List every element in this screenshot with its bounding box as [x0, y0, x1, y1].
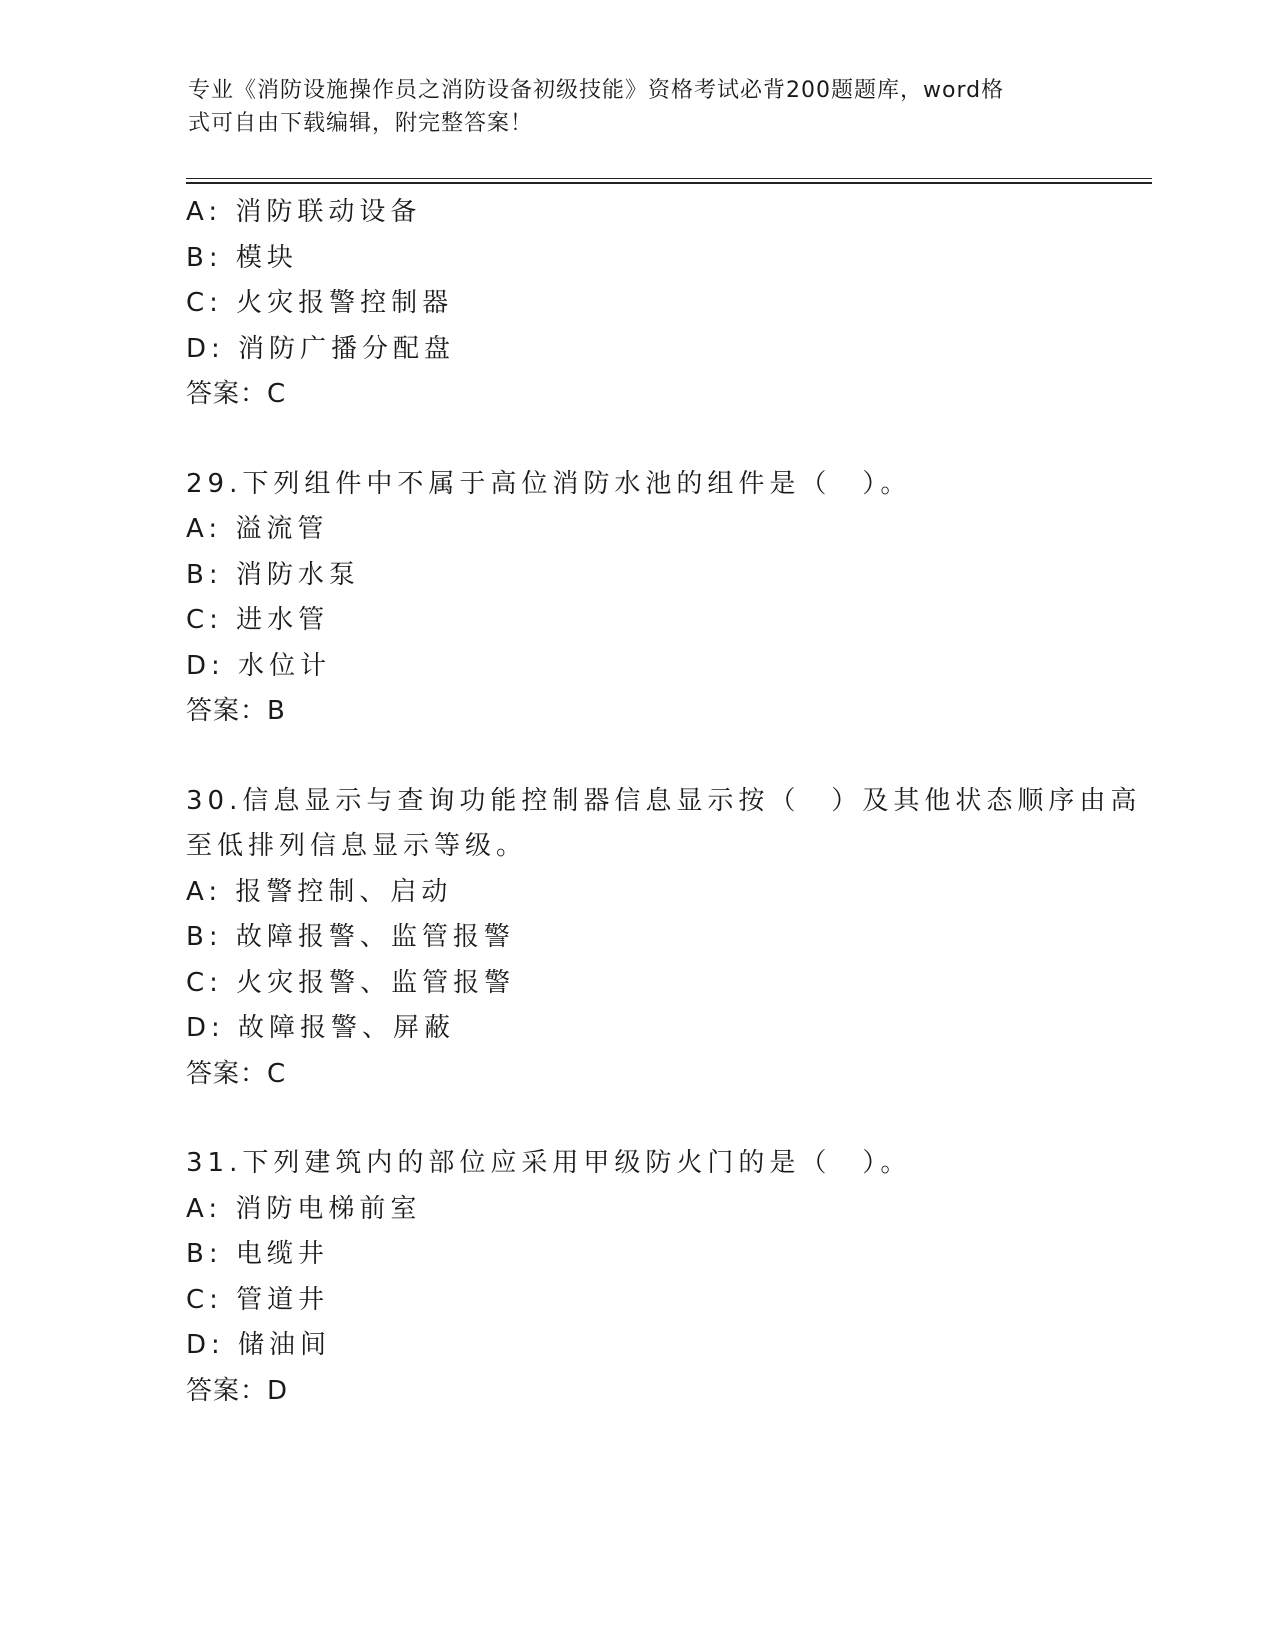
option-a: A: 报警控制、启动 — [186, 876, 453, 907]
option-a: A: 消防电梯前室 — [186, 1193, 422, 1224]
option-b: B: 模块 — [186, 242, 298, 273]
answer: 答案：C — [186, 379, 287, 409]
option-b: B: 故障报警、监管报警 — [186, 922, 515, 952]
answer: 答案：D — [186, 1375, 289, 1406]
header-divider-thin — [186, 178, 1152, 179]
option-a: A: 溢流管 — [186, 514, 329, 544]
question-stem-continued: 至低排列信息显示等级。 — [186, 831, 528, 861]
header-line-1: 专业《消防设施操作员之消防设备初级技能》资格考试必背200题题库，word格 — [188, 78, 1005, 103]
option-d: D: 故障报警、屏蔽 — [186, 1013, 456, 1043]
question-29 — [186, 462, 1086, 735]
option-d: D: 消防广播分配盘 — [186, 333, 456, 364]
question-list — [186, 190, 1142, 1414]
question-stem: 31.下列建筑内的部位应采用甲级防火门的是（ ）。 — [186, 1148, 912, 1178]
option-c: C: 进水管 — [186, 605, 330, 635]
question-stem: 30.信息显示与查询功能控制器信息显示按（ ）及其他状态顺序由高 — [186, 785, 1142, 816]
document-header — [188, 74, 1068, 140]
question-30 — [186, 779, 1142, 1098]
option-b: B: 电缆井 — [186, 1239, 329, 1269]
answer: 答案：B — [186, 696, 286, 726]
option-b: B: 消防水泵 — [186, 559, 360, 590]
answer: 答案：C — [186, 1058, 287, 1089]
header-line-2: 式可自由下载编辑，附完整答案！ — [188, 111, 534, 136]
question-stem: 29.下列组件中不属于高位消防水池的组件是（ ）。 — [186, 468, 912, 499]
option-c: C: 火灾报警控制器 — [186, 288, 454, 318]
question-31 — [186, 1141, 1086, 1414]
option-c: C: 管道井 — [186, 1284, 330, 1315]
option-a: A: 消防联动设备 — [186, 197, 422, 227]
header-divider-thick — [186, 182, 1152, 184]
question-28 — [186, 190, 1086, 418]
option-c: C: 火灾报警、监管报警 — [186, 967, 516, 998]
option-d: D: 水位计 — [186, 650, 332, 681]
option-d: D: 储油间 — [186, 1330, 332, 1360]
